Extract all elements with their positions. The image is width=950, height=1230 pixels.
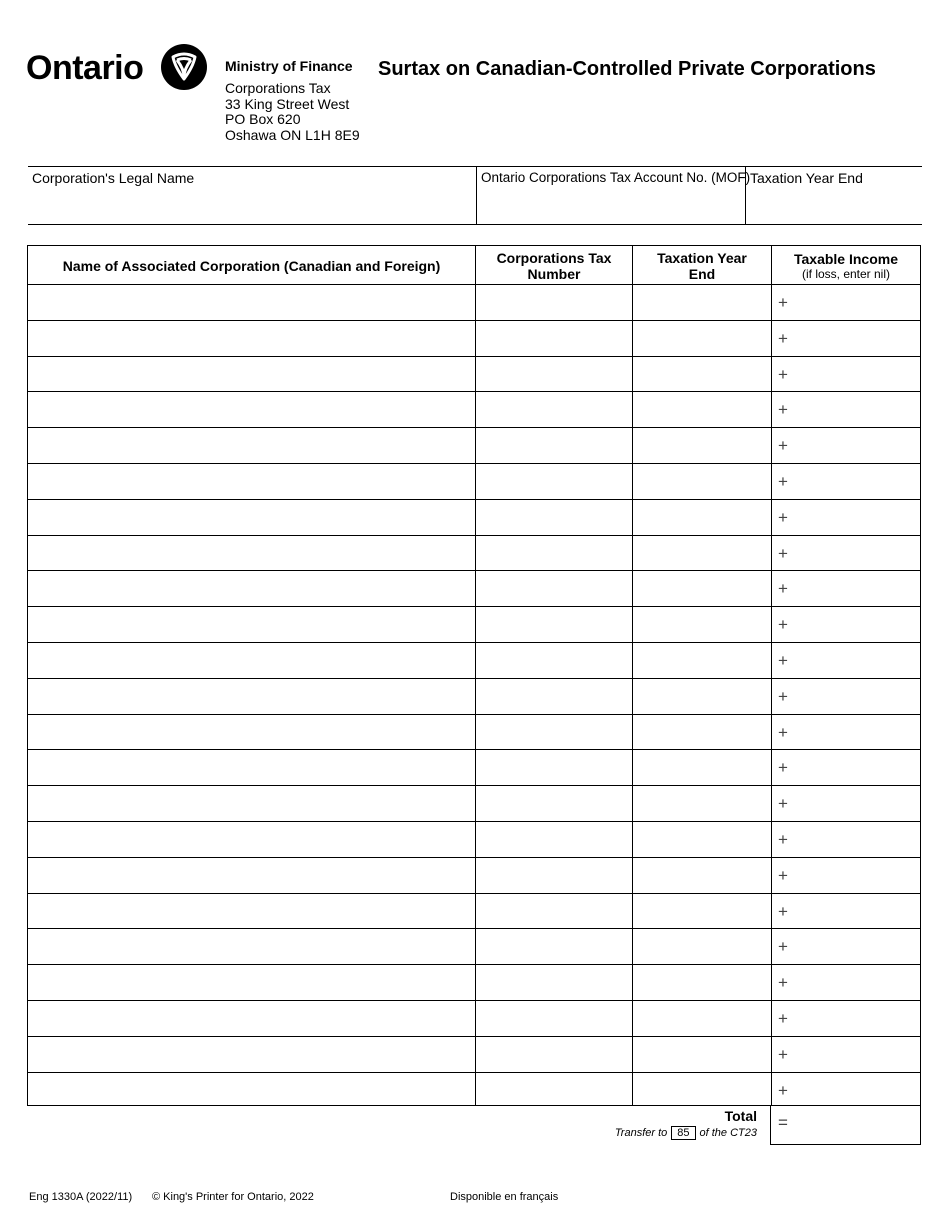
header-taxable-income-note: (if loss, enter nil)	[801, 266, 891, 281]
corporation-info-box	[28, 166, 922, 225]
taxable-income-input[interactable]	[772, 715, 920, 750]
taxable-income-input[interactable]	[772, 392, 920, 427]
table-row	[28, 391, 920, 427]
year-end-input[interactable]	[633, 750, 771, 785]
table-row	[28, 714, 920, 750]
transfer-line-ref: 85	[671, 1126, 695, 1140]
associated-name-input[interactable]	[28, 750, 475, 785]
plus-sign: +	[778, 937, 788, 957]
taxable-income-input[interactable]	[772, 607, 920, 642]
year-end-input[interactable]	[633, 500, 771, 535]
associated-name-input[interactable]	[28, 536, 475, 571]
associated-name-input[interactable]	[28, 929, 475, 964]
tax-number-input[interactable]	[476, 500, 632, 535]
table-row	[28, 642, 920, 678]
associated-name-input[interactable]	[28, 858, 475, 893]
form-id: Eng 1330A (2022/11)	[29, 1191, 133, 1203]
table-row	[28, 749, 920, 785]
account-number-label: Ontario Corporations Tax Account No. (MOF)	[481, 170, 751, 185]
table-row	[28, 499, 920, 535]
year-end-input[interactable]	[633, 1073, 771, 1108]
header-associated-name-text: Name of Associated Corporation (Canadian and Foreign)	[62, 257, 441, 274]
table-row	[28, 678, 920, 714]
table-row	[28, 284, 920, 320]
associated-name-input[interactable]	[28, 786, 475, 821]
taxable-income-input[interactable]	[772, 464, 920, 499]
tax-number-input[interactable]	[476, 679, 632, 714]
tax-number-input[interactable]	[476, 464, 632, 499]
associated-name-input[interactable]	[28, 607, 475, 642]
year-end-input[interactable]	[633, 1001, 771, 1036]
header-year-end-text: Taxation Year End	[657, 249, 747, 282]
table-row	[28, 570, 920, 606]
tax-number-input[interactable]	[476, 1001, 632, 1036]
tax-number-input[interactable]	[476, 965, 632, 1000]
table-row	[28, 535, 920, 571]
associated-name-input[interactable]	[28, 571, 475, 606]
tax-number-input[interactable]	[476, 858, 632, 893]
table-row	[28, 1000, 920, 1036]
table-row	[28, 893, 920, 929]
year-end-input[interactable]	[633, 929, 771, 964]
header-taxable-income	[772, 246, 920, 285]
year-end-input[interactable]	[633, 679, 771, 714]
header-associated-name	[28, 246, 475, 285]
table-row	[28, 427, 920, 463]
tax-number-input[interactable]	[476, 643, 632, 678]
transfer-suffix: of the CT23	[699, 1127, 757, 1139]
taxable-income-input[interactable]	[772, 643, 920, 678]
taxable-income-input[interactable]	[772, 750, 920, 785]
address-line: Oshawa ON L1H 8E9	[225, 126, 360, 143]
taxable-income-input[interactable]	[772, 929, 920, 964]
tax-number-input[interactable]	[476, 750, 632, 785]
plus-sign: +	[778, 686, 788, 706]
associated-name-input[interactable]	[28, 965, 475, 1000]
total-input[interactable]	[770, 1105, 921, 1145]
taxable-income-input[interactable]	[772, 822, 920, 857]
header-taxable-income-text: Taxable Income	[793, 250, 898, 267]
table-row	[28, 606, 920, 642]
table-row	[28, 928, 920, 964]
year-end-input[interactable]	[633, 357, 771, 392]
taxable-income-input[interactable]	[772, 1001, 920, 1036]
plus-sign: +	[778, 758, 788, 778]
form-title: Surtax on Canadian-Controlled Private Corporations	[378, 58, 876, 80]
address-line: Corporations Tax	[225, 80, 331, 96]
copyright: © King's Printer for Ontario, 2022	[152, 1191, 314, 1203]
year-end-input[interactable]	[633, 1037, 771, 1072]
tax-number-input[interactable]	[476, 536, 632, 571]
tax-number-input[interactable]	[476, 715, 632, 750]
taxation-year-end-label: Taxation Year End	[750, 170, 863, 186]
year-end-input[interactable]	[633, 392, 771, 427]
taxable-income-input[interactable]	[772, 1037, 920, 1072]
plus-sign: +	[778, 543, 788, 563]
tax-number-input[interactable]	[476, 929, 632, 964]
plus-sign: +	[778, 293, 788, 312]
header-tax-number	[476, 246, 632, 285]
year-end-input[interactable]	[633, 536, 771, 571]
transfer-note	[560, 1126, 757, 1140]
tax-number-input[interactable]	[476, 1073, 632, 1108]
year-end-input[interactable]	[633, 571, 771, 606]
plus-sign: +	[778, 507, 788, 527]
table-row	[28, 463, 920, 499]
header-year-end	[633, 246, 771, 285]
table-row	[28, 320, 920, 356]
year-end-input[interactable]	[633, 464, 771, 499]
taxable-income-input[interactable]	[772, 536, 920, 571]
year-end-input[interactable]	[633, 858, 771, 893]
table-row	[28, 1036, 920, 1072]
tax-number-input[interactable]	[476, 822, 632, 857]
plus-sign: +	[778, 364, 788, 384]
table-row	[28, 356, 920, 392]
taxation-year-end-field[interactable]	[745, 167, 922, 224]
transfer-prefix: Transfer to	[614, 1127, 668, 1139]
taxable-income-input[interactable]	[772, 321, 920, 356]
tax-number-input[interactable]	[476, 571, 632, 606]
taxable-income-input[interactable]	[772, 965, 920, 1000]
associated-name-input[interactable]	[28, 1073, 475, 1108]
associated-name-input[interactable]	[28, 1037, 475, 1072]
ontario-logo-text: Ontario	[26, 49, 144, 87]
year-end-input[interactable]	[633, 715, 771, 750]
associated-name-input[interactable]	[28, 464, 475, 499]
plus-sign: +	[778, 436, 788, 456]
associated-name-input[interactable]	[28, 500, 475, 535]
address-line: 33 King Street West	[225, 95, 350, 112]
address-line: PO Box 620	[225, 111, 301, 127]
ministry-address	[225, 81, 360, 143]
plus-sign: +	[778, 901, 788, 921]
plus-sign: +	[778, 1080, 788, 1100]
associated-name-input[interactable]	[28, 321, 475, 356]
year-end-input[interactable]	[633, 428, 771, 463]
plus-sign: +	[778, 794, 788, 814]
account-number-field[interactable]	[476, 167, 751, 224]
tax-number-input[interactable]	[476, 285, 632, 320]
year-end-input[interactable]	[633, 643, 771, 678]
taxable-income-input[interactable]	[772, 500, 920, 535]
legal-name-field[interactable]	[28, 167, 476, 224]
associated-name-input[interactable]	[28, 392, 475, 427]
header-tax-number-text: Corporations Tax Number	[496, 249, 612, 282]
tax-number-input[interactable]	[476, 1037, 632, 1072]
associated-name-input[interactable]	[28, 357, 475, 392]
year-end-input[interactable]	[633, 285, 771, 320]
tax-number-input[interactable]	[476, 321, 632, 356]
year-end-input[interactable]	[633, 321, 771, 356]
associated-name-input[interactable]	[28, 822, 475, 857]
taxable-income-input[interactable]	[772, 786, 920, 821]
plus-sign: +	[778, 1009, 788, 1028]
french-availability: Disponible en français	[450, 1191, 559, 1203]
ministry-name: Ministry of Finance	[225, 58, 353, 74]
taxable-income-input[interactable]	[772, 858, 920, 893]
plus-sign: +	[778, 973, 788, 993]
taxable-income-input[interactable]	[772, 357, 920, 392]
year-end-input[interactable]	[633, 786, 771, 821]
plus-sign: +	[778, 1044, 788, 1064]
plus-sign: +	[778, 400, 788, 420]
plus-sign: +	[778, 830, 788, 849]
plus-sign: +	[778, 865, 788, 885]
taxable-income-input[interactable]	[772, 894, 920, 929]
associated-corporations-table	[27, 245, 921, 1106]
associated-name-input[interactable]	[28, 715, 475, 750]
associated-name-input[interactable]	[28, 679, 475, 714]
year-end-input[interactable]	[633, 965, 771, 1000]
tax-number-input[interactable]	[476, 428, 632, 463]
taxable-income-input[interactable]	[772, 679, 920, 714]
plus-sign: +	[778, 651, 788, 670]
table-row	[28, 785, 920, 821]
total-label: Total	[724, 1108, 757, 1124]
taxable-income-input[interactable]	[772, 285, 920, 320]
tax-number-input[interactable]	[476, 392, 632, 427]
year-end-input[interactable]	[633, 822, 771, 857]
table-row	[28, 1072, 920, 1108]
tax-number-input[interactable]	[476, 786, 632, 821]
tax-number-input[interactable]	[476, 894, 632, 929]
plus-sign: +	[778, 328, 788, 348]
table-row	[28, 857, 920, 893]
associated-name-input[interactable]	[28, 894, 475, 929]
plus-sign: +	[778, 615, 788, 635]
tax-number-input[interactable]	[476, 357, 632, 392]
taxable-income-input[interactable]	[772, 428, 920, 463]
tax-number-input[interactable]	[476, 607, 632, 642]
associated-name-input[interactable]	[28, 428, 475, 463]
trillium-icon	[160, 43, 208, 91]
plus-sign: +	[778, 722, 788, 742]
year-end-input[interactable]	[633, 607, 771, 642]
plus-sign: +	[778, 472, 788, 491]
associated-name-input[interactable]	[28, 643, 475, 678]
table-row	[28, 821, 920, 857]
associated-name-input[interactable]	[28, 285, 475, 320]
year-end-input[interactable]	[633, 894, 771, 929]
equals-sign: =	[778, 1113, 788, 1132]
legal-name-label: Corporation's Legal Name	[32, 170, 195, 186]
associated-name-input[interactable]	[28, 1001, 475, 1036]
taxable-income-input[interactable]	[772, 1073, 920, 1108]
plus-sign: +	[778, 579, 788, 599]
taxable-income-input[interactable]	[772, 571, 920, 606]
table-row	[28, 964, 920, 1000]
